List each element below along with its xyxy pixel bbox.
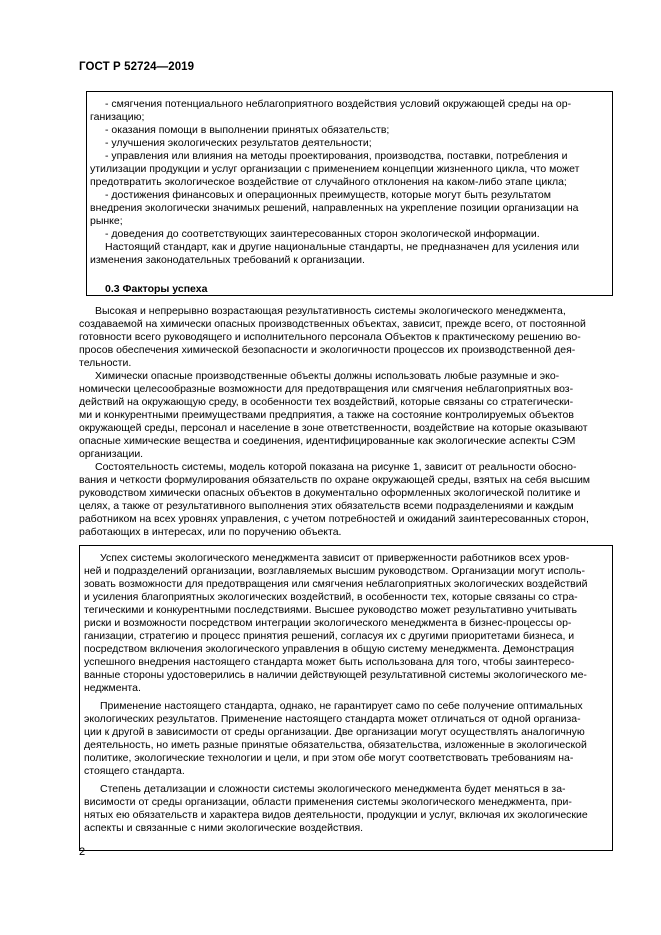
text-line: Химически опасные производственные объекты должны использовать любые разумные и эко- [95,370,560,382]
text-line: зовать возможности для предотвращения или смягчения неблагоприятных экологических воздействий [84,578,588,590]
box2-paragraph-3-cont [84,796,610,835]
text-line: аспекты и связанные с ними экологические воздействия. [84,822,364,834]
text-line: организации. [79,448,144,460]
text-line: работником на всех уровнях управления, с учетом потребностей и ожиданий заинтересованных сторон, [79,513,589,525]
box1-paragraph-2-cont [90,163,609,189]
box2-paragraph-1-cont [84,565,610,695]
box1-paragraph-4 [105,228,609,254]
body-paragraph-1-cont [79,318,613,370]
text-line: создаваемой на химически опасных производственных объектах, зависит, прежде всего, от постоянной [79,318,586,330]
text-line: - смягчения потенциального неблагоприятного воздействия условий окружающей среды на ор- [105,98,572,110]
text-line: целях, а также от результативного выполнения этих обязательств всеми подразделениями и каждым [79,500,574,512]
body-paragraph-2-cont [79,383,613,461]
text-line: рынке; [90,215,123,227]
text-line: внедрения экологически значимых решений, направленных на укрепление позиции организации на [90,202,579,214]
text-line: неджмента. [84,682,141,694]
text-line: ми и конкурентными преимуществами предприятия, а также на состояние контролируемых объектов [79,409,574,421]
text-line: ции к другой в зависимости от среды организации. Две организации могут осуществлять аналогичную [84,726,585,738]
text-line: Применение настоящего стандарта, однако, не гарантирует само по себе получение оптимальных [100,700,583,712]
body-paragraph-3 [95,461,613,474]
text-line: номически целесообразные возможности для предотвращения или смягчения неблагоприятных воз- [79,383,574,395]
text-line: Настоящий стандарт, как и другие национальные стандарты, не предназначен для усиления или [105,241,580,253]
text-line: Состоятельность системы, модель которой показана на рисунке 1, зависит от реальности обосно- [95,461,577,473]
text-line: ганизации, стратегию и процесс принятия решений, согласуя их с другими приоритетами бизнеса, и [84,630,575,642]
text-line: ганизацию; [90,111,145,123]
text-line: и усиления благоприятных экологических воздействий, в особенности тех, которые связаны со стра- [84,591,578,603]
text-line: - доведения до соответствующих заинтересованных сторон экологической информации. [105,228,540,240]
text-line: - улучшения экологических результатов деятельности; [105,137,372,149]
box2-paragraph-1 [100,552,610,565]
box2-paragraph-3 [100,783,610,796]
box1-paragraph-1 [105,98,609,111]
text-line: стоящего стандарта. [84,765,185,777]
text-line: вания и четкости формулирования обязательств по охране окружающей среды, взятых на себя высшим [79,474,591,486]
box2-paragraph-2 [100,700,610,713]
text-line: тельности. [79,357,132,369]
text-line: ванные стороны удостоверились в наличии действующей результативной системы экологического ме- [84,669,587,681]
document-header: ГОСТ Р 52724—2019 [79,61,195,73]
text-line: Успех системы экологического менеджмента зависит от приверженности работников всех уров- [100,552,570,564]
text-line: деятельность, но иметь разные принятые обязательства, обязательства, изложенные в экологической [84,739,587,751]
text-line: изменения законодательных требований к организации. [90,254,365,266]
text-line: - управления или влияния на методы проектирования, производства, поставки, потребления и [105,150,568,162]
box1-paragraph-3-cont [90,202,609,228]
box2-paragraph-2-cont [84,713,610,778]
text-line: - оказания помощи в выполнении принятых обязательств; [105,124,390,136]
page-number: 2 [79,846,86,858]
text-line: Высокая и непрерывно возрастающая результативность системы экологического менеджмента, [95,305,566,317]
section-title: 0.3 Факторы успеха [105,283,208,295]
text-line: ней и подразделений организации, возглавляемых высшим руководством. Организации могут исполь- [84,565,586,577]
body-paragraph-1 [95,305,613,318]
box1-paragraph-4-cont [90,254,609,267]
text-line: политике, экологические технологии и цели, и при этом обе могут соответствовать требованиям на- [84,752,574,764]
text-line: риски и возможности посредством интеграции экологического менеджмента в бизнес-процессы ор- [84,617,572,629]
text-line: - достижения финансовых и операционных преимуществ, которые могут быть результатом [105,189,551,201]
text-line: просов обеспечения химической безопасности и экологичности процессов их производственной дея- [79,344,576,356]
text-line: предотвратить экологическое воздействие от случайного отклонения на каком-либо этапе цикла; [90,176,567,188]
text-line: экологических результатов. Применение настоящего стандарта может отличаться от одной организа- [84,713,581,725]
text-line: окружающей среды, персонал и население в зоне ответственности, воздействие на которые оказывают [79,422,588,434]
text-line: опасные химические вещества и соединения, идентифицированные как экологические аспекты СЭМ [79,435,576,447]
text-line: нятых ею обязательств и характера видов деятельности, продукции и услуг, включая их экологические [84,809,588,821]
text-line: посредством включения экологического управления в общую систему менеджмента. Демонстрация [84,643,575,655]
body-paragraph-3-cont [79,474,613,539]
box1-paragraph-1-cont [90,111,609,124]
box1-list [105,124,609,163]
text-line: Степень детализации и сложности системы экологического менеджмента будет меняться в за- [100,783,566,795]
text-line: утилизации продукции и услуг организации с применением концепции жизненного цикла, что может [90,163,580,175]
text-line: действий на окружающую среду, в особенности тех воздействий, которые связаны со стратегически- [79,396,574,408]
text-line: работающих в интересах, или по поручению объекта. [79,526,342,538]
box1-paragraph-3 [105,189,609,202]
body-paragraph-2 [95,370,613,383]
text-line: тегическими и конкурентными последствиями. Высшее руководство может результативно учитывать [84,604,577,616]
text-line: висимости от среды организации, области применения системы экологического менеджмента, при- [84,796,572,808]
text-line: готовности всего руководящего и исполнительного персонала Объектов к практическому решению во- [79,331,581,343]
text-line: успешного внедрения настоящего стандарта может быть использована для того, чтобы заинтересо- [84,656,575,668]
text-line: руководством химически опасных объектов в документально оформленных экологической политике и [79,487,581,499]
